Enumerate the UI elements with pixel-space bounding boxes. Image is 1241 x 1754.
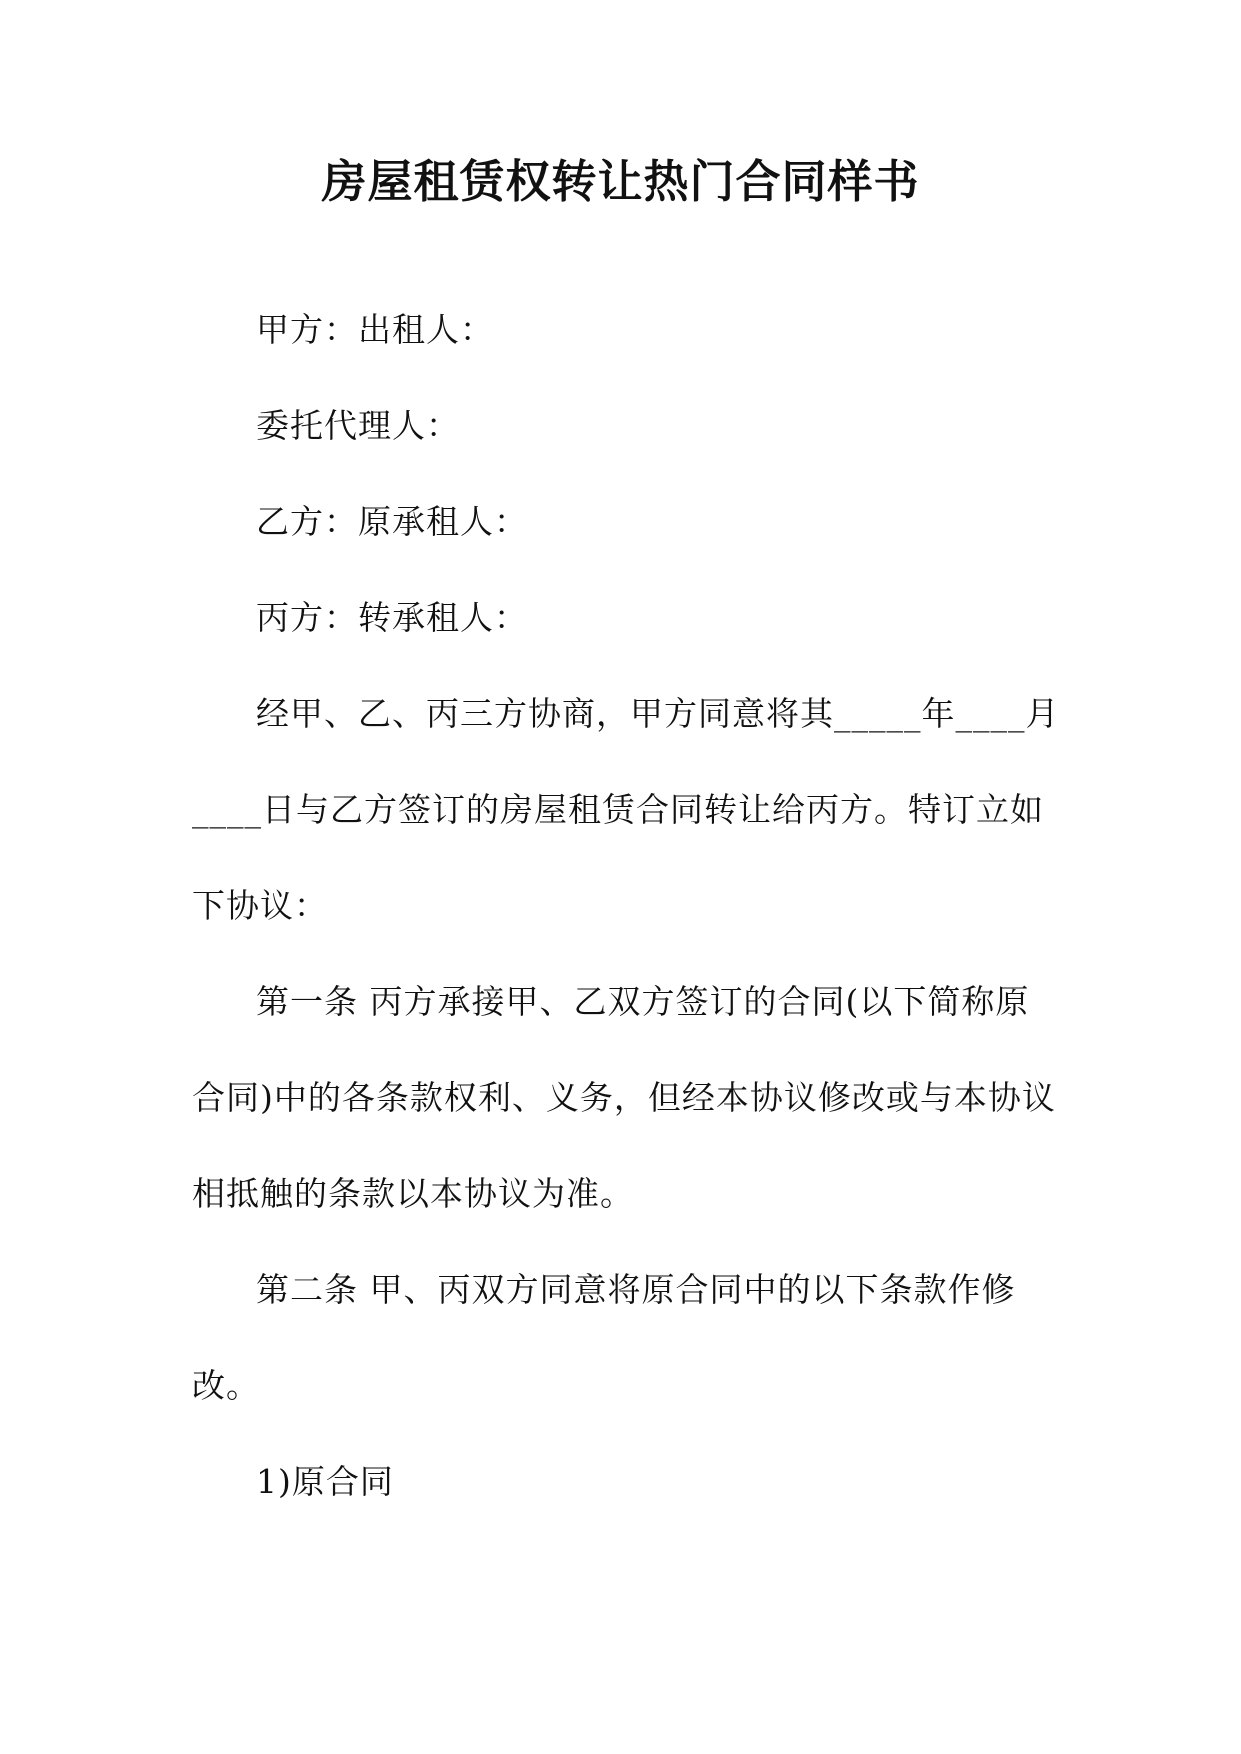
- paragraph-intro-line-2: ____日与乙方签订的房屋租赁合同转让给丙方。特订立如: [192, 790, 1044, 829]
- list-item-1: 1)原合同: [256, 1462, 394, 1501]
- article-1-line-3: 相抵触的条款以本协议为准。: [192, 1174, 634, 1213]
- article-2-line-1: 第二条 甲、丙双方同意将原合同中的以下条款作修: [256, 1270, 1016, 1309]
- paragraph-intro-line-1: 经甲、乙、丙三方协商，甲方同意将其_____年____月: [256, 694, 1060, 733]
- party-a-line: 甲方：出租人：: [256, 310, 494, 349]
- document-title: 房屋租赁权转让热门合同样书: [321, 155, 920, 208]
- agent-line: 委托代理人：: [256, 406, 460, 445]
- article-2-line-2: 改。: [192, 1366, 260, 1405]
- paragraph-intro-line-3: 下协议：: [192, 886, 328, 925]
- party-b-line: 乙方：原承租人：: [256, 502, 528, 541]
- party-c-line: 丙方：转承租人：: [256, 598, 528, 637]
- article-1-line-2: 合同)中的各条款权利、义务，但经本协议修改或与本协议: [192, 1078, 1056, 1117]
- article-1-line-1: 第一条 丙方承接甲、乙双方签订的合同(以下简称原: [256, 982, 1030, 1021]
